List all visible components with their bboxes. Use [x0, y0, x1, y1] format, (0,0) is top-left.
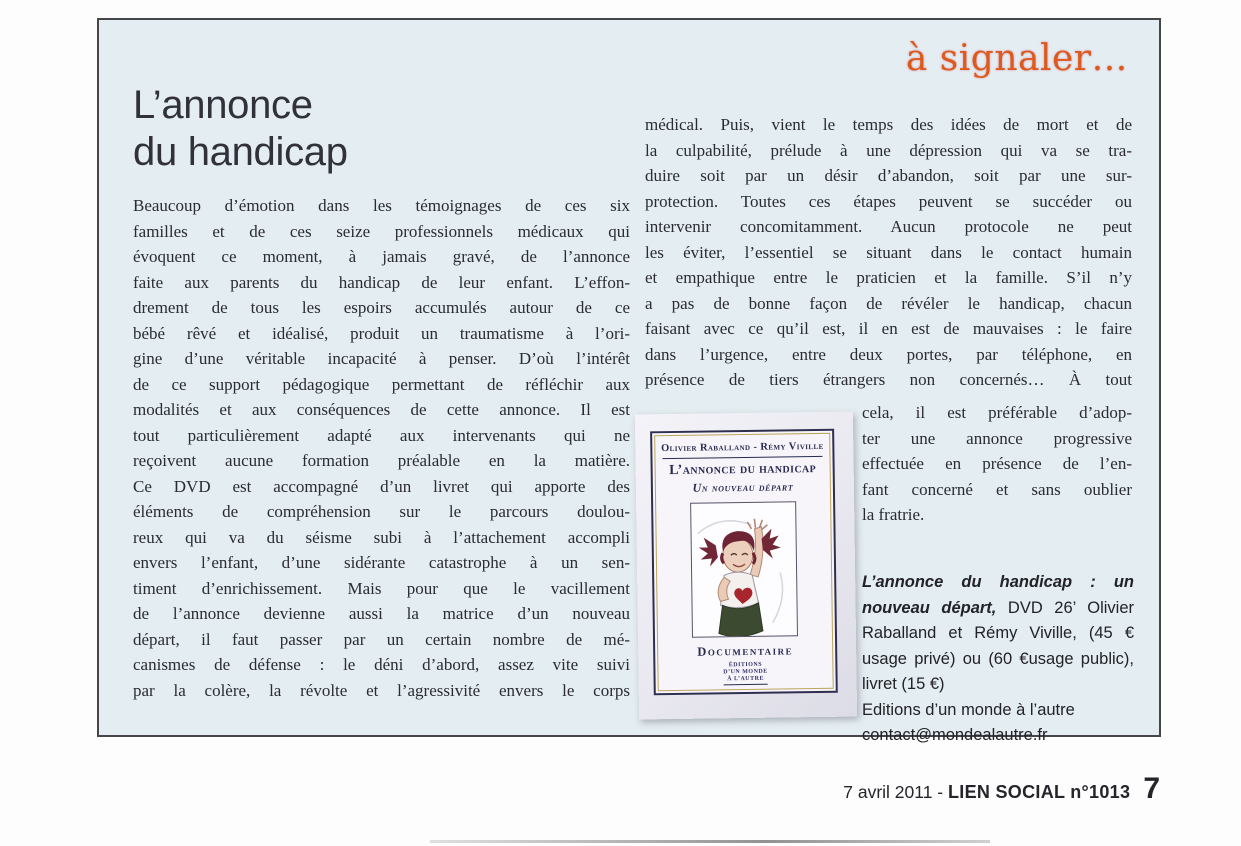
text-line: protection. Toutes ces étapes peuvent se succéder ou [645, 191, 1132, 211]
dvd-cover-publisher-logo [723, 662, 768, 686]
dvd-cover-rule [663, 456, 822, 459]
text-line: tout particulièrement adapté aux intervenants qui ne [133, 425, 630, 445]
dvd-cover-frame [650, 429, 838, 696]
text-line: évoquent ce moment, à jamais gravé, de l’annonce [133, 247, 630, 266]
text-line: Beaucoup d’émotion dans les témoignages de ces six [133, 196, 630, 215]
caption-publisher: Editions d’un monde à l’autre [862, 700, 1075, 719]
text-line: dans l’urgence, entre deux portes, par téléphone, en [645, 344, 1132, 364]
caption-contact-email: contact@mondealautre.fr [862, 726, 1048, 744]
text-line: effectuée en présence de l’en- [862, 454, 1132, 473]
text-line: L’annonce [133, 83, 313, 127]
text-line: intervenir concomitamment. Aucun protocole ne peut [645, 217, 1132, 236]
text-line: faisant avec ce qu’il est, il en est de mauvaises : le faire [645, 319, 1132, 338]
text-line: timent d’enrichissement. Mais pour que le vacillement [133, 578, 630, 598]
text-line: À L’AUTRE [727, 675, 765, 683]
text-line: ÉDITIONS [728, 661, 763, 669]
text-line: faite aux parents du handicap de leur enfant. L’effon- [133, 272, 630, 292]
text-line: cela, il est préférable d’adop- [862, 403, 1132, 422]
text-line: les éviter, l’essentiel se situant dans le contact humain [645, 242, 1132, 262]
text-line: de ce support pédagogique permettant de réfléchir aux [133, 374, 630, 394]
text-line: gine d’une véritable incapacité à penser. D’où l’intérêt [133, 349, 630, 368]
text-line: D’UN MONDE [723, 668, 768, 676]
caption-paragraph [862, 570, 1134, 698]
section-banner: à signaler… [905, 38, 1128, 79]
footer-magazine-issue: LIEN SOCIAL n°1013 [947, 782, 1131, 802]
text-line: de l’annonce devienne aussi la matrice d’un nouveau [133, 604, 630, 623]
article-left-column [133, 193, 630, 703]
text-line: familles et de ces seize professionnels médicaux qui [133, 221, 630, 241]
dvd-cover-subtitle: Un nouveau départ [692, 479, 794, 495]
text-line: fant concerné et sans oublier [862, 479, 1132, 499]
text-line: reux qui va du séisme subi à l’attachement accompli [133, 527, 630, 547]
footer-page-number: 7 [1143, 772, 1160, 805]
article-wrap-column [862, 400, 1132, 528]
text-line: Ce DVD est accompagné d’un livret qui apporte des [133, 476, 630, 496]
child-illustration-icon [691, 502, 797, 637]
text-line: éléments de compréhension sur le parcours doulou- [133, 502, 630, 521]
article-right-column [645, 112, 1132, 393]
dvd-cover-illustration [690, 501, 798, 637]
scan-edge-artifact [430, 840, 990, 843]
text-line: et empathique entre le praticien et la famille. S’il n’y [645, 268, 1132, 287]
dvd-cover-title: L’annonce du handicap [669, 460, 817, 479]
text-line: départ, il faut passer par un certain nombre de mé- [133, 629, 630, 649]
text-line: canismes de défense : le déni d’abord, assez vite suivi [133, 655, 630, 674]
text-line: du handicap [133, 130, 348, 174]
caption-title: L’annonce du handicap : un nouveau départ, [862, 573, 1134, 617]
dvd-cover-genre: Documentaire [697, 643, 794, 659]
dvd-caption [862, 570, 1134, 749]
text-line: a pas de bonne façon de révéler le handicap, chacun [645, 293, 1132, 313]
text-line: drement de tous les espoirs accumulés autour de ce [133, 298, 630, 317]
page-footer [843, 772, 1160, 806]
text-line: bébé rêvé et idéalisé, produit un traumatisme à l’ori- [133, 323, 630, 343]
text-line: la culpabilité, prélude à une dépression qui va se tra- [645, 140, 1132, 160]
text-line: la fratrie. [862, 505, 925, 524]
text-line: par la colère, la révolte et l’agressivité envers le corps [133, 680, 630, 700]
caption-details: DVD 26’ Olivier Raballand et Rémy Viville, (45 € usage privé) ou (60 €usage public), livret (15 €) [862, 598, 1134, 693]
text-line: présence de tiers étrangers non concernés… À tout [645, 370, 1132, 389]
footer-date: 7 avril 2011 - [843, 782, 948, 802]
article-title [133, 82, 348, 176]
text-line: duire soit par un désir d’abandon, soit par une sur- [645, 166, 1132, 185]
dvd-cover-authors: Olivier Raballand - Rémy Viville [661, 440, 824, 455]
text-line: envers l’enfant, d’une sidérante catastrophe à un sen- [133, 553, 630, 572]
dvd-cover-content [654, 433, 834, 691]
text-line: reçoivent aucune formation préalable en la matière. [133, 451, 630, 470]
text-line: ter une annonce progressive [862, 428, 1132, 448]
text-line: modalités et aux conséquences de cette annonce. Il est [133, 400, 630, 419]
text-line: médical. Puis, vient le temps des idées de mort et de [645, 115, 1132, 134]
dvd-cover-photo [635, 411, 857, 719]
